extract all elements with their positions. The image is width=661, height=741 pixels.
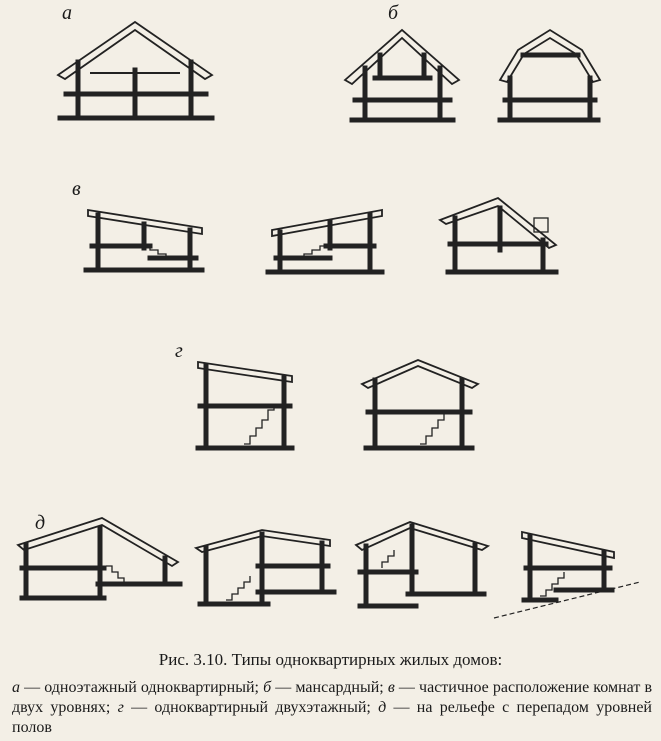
caption-letter: а — [12, 679, 20, 696]
house-d-slope-2 — [196, 530, 334, 604]
house-g-two-storey-shed — [198, 362, 292, 448]
caption-text: — одноэтажный одноквартирный; — [20, 679, 264, 696]
house-b-mansard-broken — [500, 30, 600, 120]
caption-text: — одноквартирный двухэтажный; — [123, 699, 379, 716]
label-a: а — [62, 2, 72, 24]
house-d-slope-4 — [494, 532, 640, 618]
label-v: в — [72, 178, 81, 200]
label-d: д — [35, 512, 46, 534]
figure-caption-title: Рис. 3.10. Типы одноквартирных жилых домов: — [158, 650, 503, 669]
caption-letter: в — [387, 679, 395, 696]
caption-letter: д — [378, 699, 387, 716]
label-b: б — [388, 2, 399, 24]
house-d-slope-3 — [356, 522, 488, 606]
house-b-mansard-gable — [345, 30, 459, 120]
house-v-split-right — [268, 210, 382, 272]
house-a-single-storey — [58, 22, 212, 118]
caption-text: — частичное расположение комнат в двух уровнях; — [12, 679, 652, 716]
figure-caption-body — [12, 678, 652, 738]
caption-text: — на рельефе с перепадом уровней полов — [12, 699, 652, 736]
label-g: г — [175, 340, 183, 362]
caption-text: — мансардный; — [271, 679, 388, 696]
house-v-split-gable — [440, 198, 556, 272]
caption-letter: г — [117, 699, 124, 716]
caption-letter: б — [263, 679, 272, 696]
house-g-two-storey-gable — [362, 360, 478, 448]
house-v-split-left — [86, 210, 202, 270]
